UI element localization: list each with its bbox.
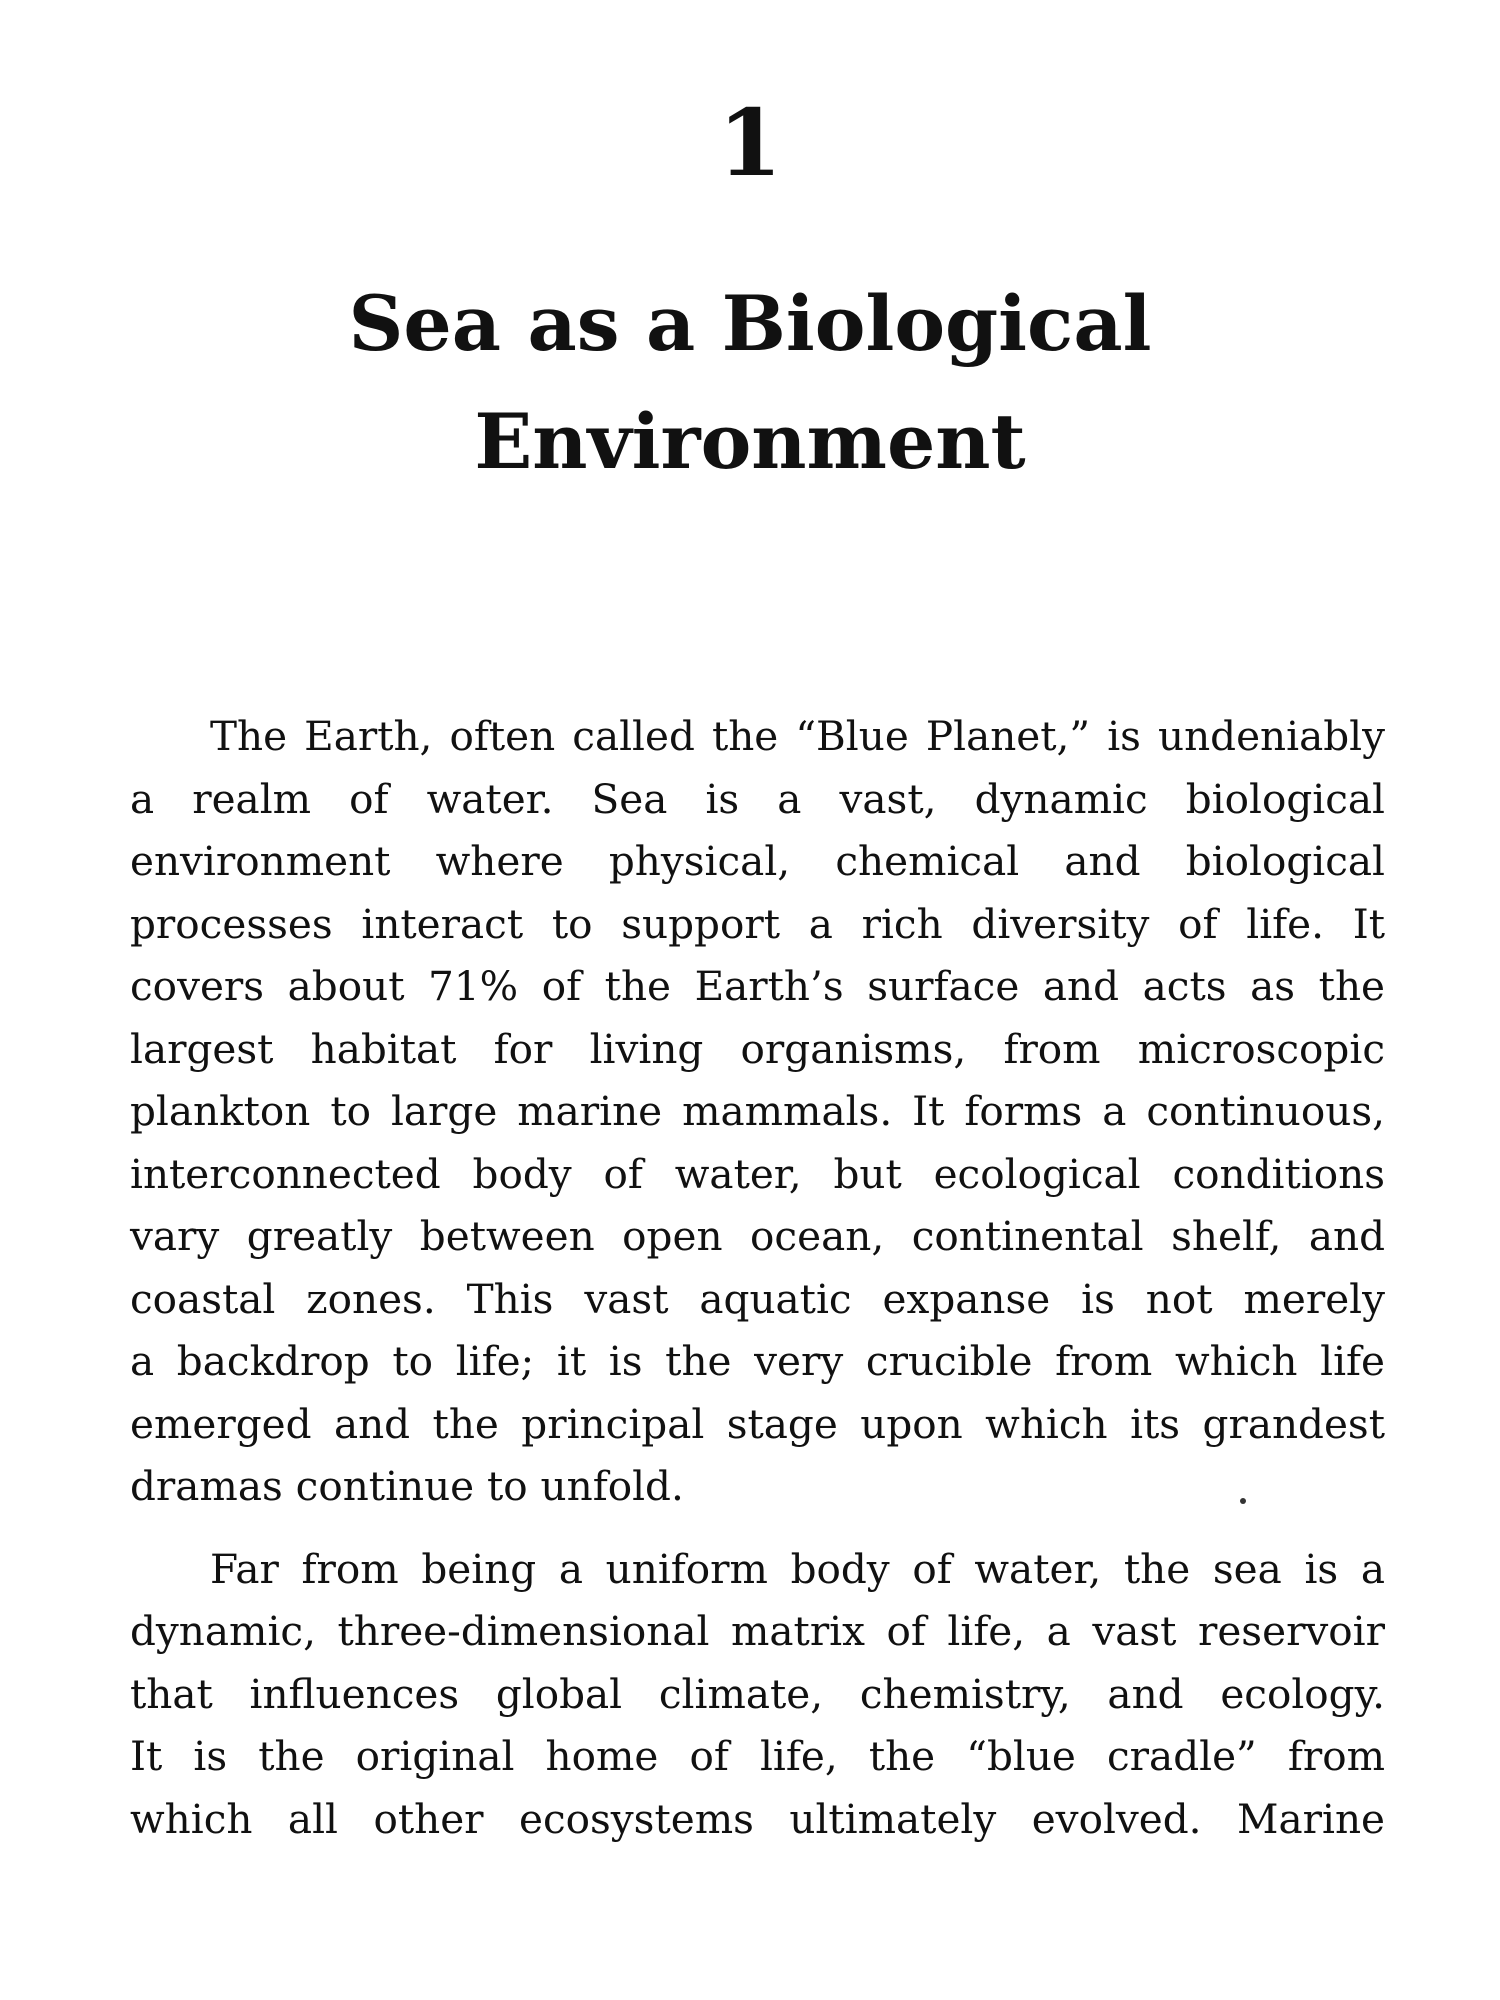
- text-line: which all other ecosystems ultimately evolved. Marine: [130, 1794, 1385, 1843]
- text-line: that influences global climate, chemistry, and ecology.: [130, 1669, 1385, 1718]
- text-line: a backdrop to life; it is the very crucible from which life: [130, 1337, 1385, 1385]
- text-line: environment where physical, chemical and biological: [130, 837, 1385, 885]
- text-line: dramas continue to unfold.: [130, 1462, 684, 1510]
- text-line: plankton to large marine mammals. It forms a continuous,: [130, 1087, 1385, 1135]
- chapter-title: [0, 265, 1500, 501]
- text-line: emerged and the principal stage upon which its grandest: [130, 1399, 1385, 1448]
- chapter-title-line: Environment: [474, 397, 1026, 486]
- chapter-number: 1: [717, 89, 782, 197]
- chapter-title-line: Sea as a Biological: [348, 279, 1152, 368]
- text-line: processes interact to support a rich diversity of life. It: [130, 899, 1385, 948]
- text-line: vary greatly between open ocean, continental shelf, and: [130, 1212, 1385, 1260]
- paragraph-2: [130, 1538, 1385, 1851]
- text-line: dynamic, three-dimensional matrix of life, a vast reservoir: [130, 1607, 1385, 1655]
- scan-speck: [1240, 1498, 1246, 1504]
- text-line: Far from being a uniform body of water, the sea is a: [210, 1544, 1385, 1593]
- text-line: covers about 71% of the Earth’s surface and acts as the: [130, 962, 1385, 1010]
- text-line: largest habitat for living organisms, from microscopic: [130, 1024, 1385, 1073]
- text-line: It is the original home of life, the “blue cradle” from: [130, 1732, 1385, 1780]
- body-text: [130, 705, 1385, 1850]
- text-line: The Earth, often called the “Blue Planet,” is undeniably: [210, 712, 1385, 760]
- paragraph-1: [130, 705, 1385, 1518]
- text-line: coastal zones. This vast aquatic expanse is not merely: [130, 1274, 1385, 1323]
- text-line: a realm of water. Sea is a vast, dynamic biological: [130, 774, 1385, 823]
- text-line: interconnected body of water, but ecological conditions: [130, 1149, 1385, 1198]
